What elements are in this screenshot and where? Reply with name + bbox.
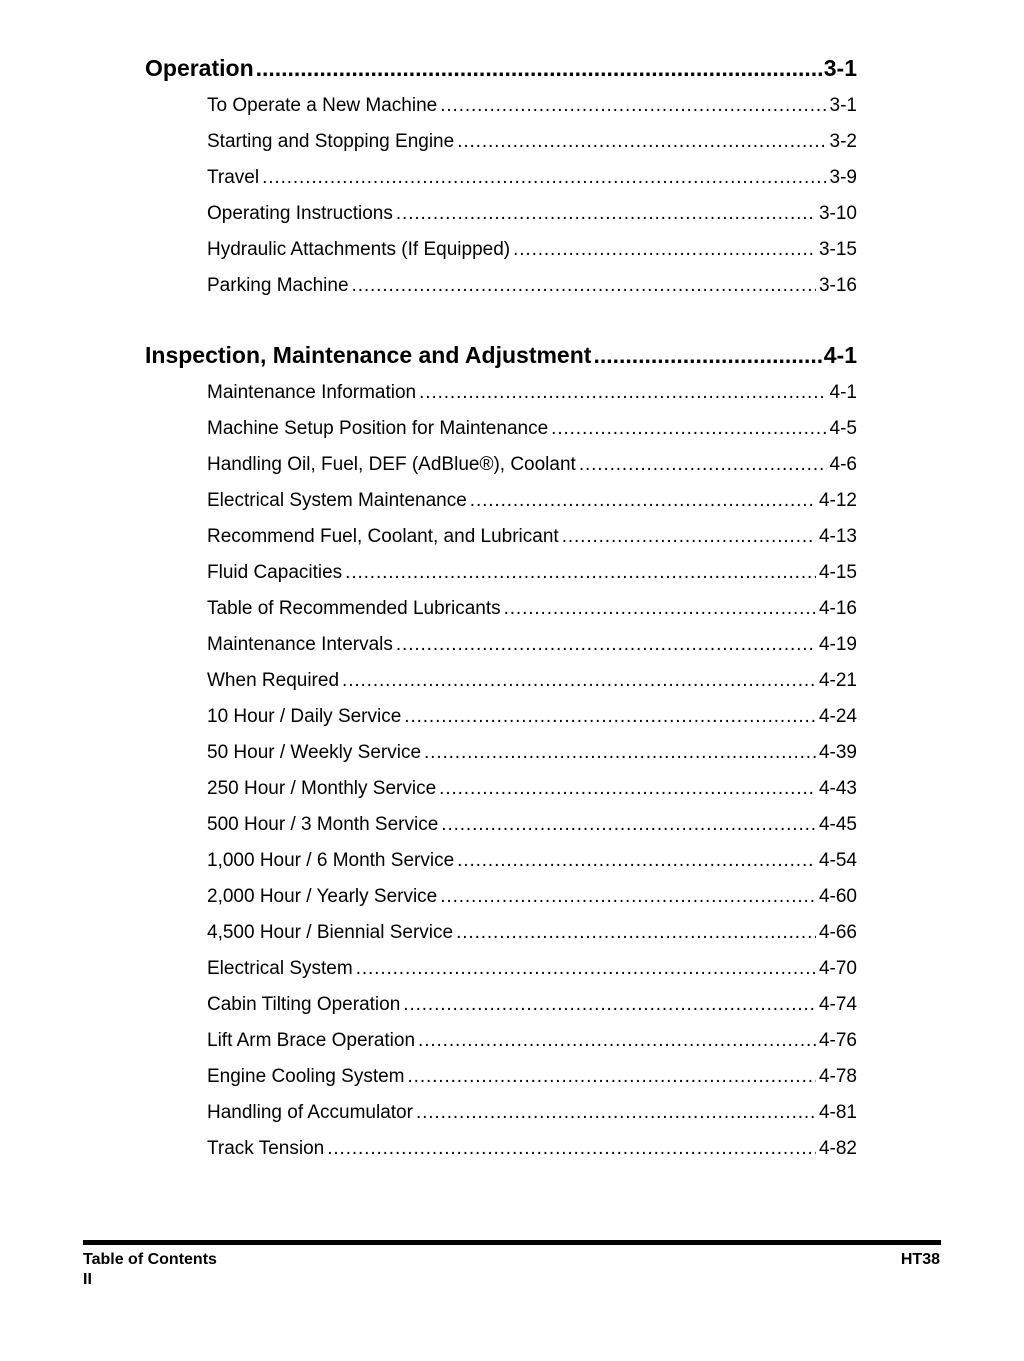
dot-leader bbox=[513, 232, 816, 268]
toc-entry-label: Table of Recommended Lubricants bbox=[207, 598, 501, 619]
toc-entry-page: 4-15 bbox=[818, 562, 857, 583]
toc-entry[interactable] bbox=[207, 124, 857, 160]
dot-leader bbox=[256, 48, 822, 88]
toc-entry-label: Hydraulic Attachments (If Equipped) bbox=[207, 239, 511, 260]
dot-leader bbox=[345, 555, 816, 591]
toc-entry-label: Recommend Fuel, Coolant, and Lubricant bbox=[207, 526, 559, 547]
dot-leader bbox=[424, 735, 816, 771]
toc-entry[interactable] bbox=[207, 699, 857, 735]
toc-entry-page: 4-82 bbox=[818, 1138, 857, 1159]
toc-entry[interactable] bbox=[207, 843, 857, 879]
toc-heading[interactable] bbox=[145, 48, 857, 88]
dot-leader bbox=[440, 879, 816, 915]
toc-entry-page: 4-54 bbox=[818, 850, 857, 871]
dot-leader bbox=[439, 771, 816, 807]
toc-entry-page: 4-81 bbox=[818, 1102, 857, 1123]
toc-entry-label: Maintenance Information bbox=[207, 382, 417, 403]
toc-entry-label: 500 Hour / 3 Month Service bbox=[207, 814, 439, 835]
toc-heading-label: Operation bbox=[145, 55, 254, 81]
toc-entry-label: To Operate a New Machine bbox=[207, 95, 438, 116]
toc-entry-page: 4-60 bbox=[818, 886, 857, 907]
dot-leader bbox=[440, 88, 826, 124]
toc-entry-page: 4-39 bbox=[818, 742, 857, 763]
toc-section bbox=[145, 335, 857, 1167]
dot-leader bbox=[470, 483, 816, 519]
toc-entry[interactable] bbox=[207, 232, 857, 268]
dot-leader bbox=[342, 663, 816, 699]
toc-entry-label: Handling Oil, Fuel, DEF (AdBlue®), Coolant bbox=[207, 454, 576, 475]
toc-entry-label: Operating Instructions bbox=[207, 203, 393, 224]
toc-entry-page: 4-16 bbox=[818, 598, 857, 619]
toc-entry[interactable] bbox=[207, 268, 857, 304]
toc-entry-page: 3-15 bbox=[818, 239, 857, 260]
toc-entry-label: Electrical System bbox=[207, 958, 353, 979]
toc-section bbox=[145, 48, 857, 304]
toc-entry-page: 4-78 bbox=[818, 1066, 857, 1087]
toc-entry-label: Track Tension bbox=[207, 1138, 325, 1159]
dot-leader bbox=[457, 124, 826, 160]
toc-entry[interactable] bbox=[207, 375, 857, 411]
dot-leader bbox=[551, 411, 826, 447]
toc-entry[interactable] bbox=[207, 555, 857, 591]
toc-entry-label: 250 Hour / Monthly Service bbox=[207, 778, 437, 799]
toc-entry[interactable] bbox=[207, 411, 857, 447]
toc-entry-page: 3-9 bbox=[829, 167, 857, 188]
footer-left bbox=[83, 1250, 217, 1290]
dot-leader bbox=[404, 699, 816, 735]
dot-leader bbox=[441, 807, 816, 843]
dot-leader bbox=[408, 1059, 816, 1095]
toc-entry-label: Travel bbox=[207, 167, 260, 188]
dot-leader bbox=[356, 951, 816, 987]
toc-entry-page: 4-70 bbox=[818, 958, 857, 979]
toc-entry-page: 3-10 bbox=[818, 203, 857, 224]
footer-model: HT38 bbox=[900, 1251, 940, 1268]
dot-leader bbox=[396, 196, 816, 232]
toc-entry-page: 4-1 bbox=[829, 382, 857, 403]
toc-entry-label: When Required bbox=[207, 670, 340, 691]
footer-rule bbox=[83, 1240, 941, 1245]
toc-entry[interactable] bbox=[207, 987, 857, 1023]
toc-entry-page: 4-12 bbox=[818, 490, 857, 511]
dot-leader bbox=[262, 160, 826, 196]
toc-entry-page: 4-43 bbox=[818, 778, 857, 799]
toc-entry-label: Cabin Tilting Operation bbox=[207, 994, 401, 1015]
toc-entry[interactable] bbox=[207, 663, 857, 699]
footer-page-number: II bbox=[83, 1271, 92, 1288]
toc-entry[interactable] bbox=[207, 951, 857, 987]
toc-entry[interactable] bbox=[207, 519, 857, 555]
footer-section-name: Table of Contents bbox=[83, 1251, 217, 1268]
dot-leader bbox=[562, 519, 816, 555]
toc-entry[interactable] bbox=[207, 1131, 857, 1167]
toc-entry-page: 4-76 bbox=[818, 1030, 857, 1051]
toc-entry[interactable] bbox=[207, 196, 857, 232]
toc-entry[interactable] bbox=[207, 879, 857, 915]
toc-entry-label: 1,000 Hour / 6 Month Service bbox=[207, 850, 455, 871]
toc-entry[interactable] bbox=[207, 447, 857, 483]
toc-heading-page: 4-1 bbox=[823, 342, 857, 368]
table-of-contents bbox=[145, 48, 857, 1167]
toc-entry[interactable] bbox=[207, 483, 857, 519]
toc-entry[interactable] bbox=[207, 915, 857, 951]
dot-leader bbox=[416, 1095, 816, 1131]
toc-entry-label: Starting and Stopping Engine bbox=[207, 131, 455, 152]
toc-entry-label: Parking Machine bbox=[207, 275, 349, 296]
toc-entry-label: 50 Hour / Weekly Service bbox=[207, 742, 422, 763]
toc-entry[interactable] bbox=[207, 771, 857, 807]
toc-entry-page: 4-6 bbox=[829, 454, 857, 475]
toc-entry[interactable] bbox=[207, 591, 857, 627]
toc-entry-page: 4-45 bbox=[818, 814, 857, 835]
toc-entry-page: 4-19 bbox=[818, 634, 857, 655]
toc-entry[interactable] bbox=[207, 807, 857, 843]
toc-entry[interactable] bbox=[207, 1023, 857, 1059]
toc-entry-page: 4-21 bbox=[818, 670, 857, 691]
toc-entry-page: 3-2 bbox=[829, 131, 857, 152]
toc-entry[interactable] bbox=[207, 1095, 857, 1131]
dot-leader bbox=[579, 447, 827, 483]
dot-leader bbox=[396, 627, 816, 663]
toc-entry[interactable] bbox=[207, 88, 857, 124]
toc-entry-page: 4-13 bbox=[818, 526, 857, 547]
toc-heading[interactable] bbox=[145, 335, 857, 375]
toc-entry-label: 4,500 Hour / Biennial Service bbox=[207, 922, 454, 943]
toc-entry-page: 4-66 bbox=[818, 922, 857, 943]
toc-entry[interactable] bbox=[207, 627, 857, 663]
toc-entry-label: 2,000 Hour / Yearly Service bbox=[207, 886, 438, 907]
toc-heading-page: 3-1 bbox=[823, 55, 857, 81]
toc-entry-label: Fluid Capacities bbox=[207, 562, 343, 583]
toc-entry-label: Machine Setup Position for Maintenance bbox=[207, 418, 549, 439]
dot-leader bbox=[457, 843, 816, 879]
toc-entry-label: Maintenance Intervals bbox=[207, 634, 393, 655]
toc-entry-page: 4-24 bbox=[818, 706, 857, 727]
dot-leader bbox=[403, 987, 816, 1023]
toc-entry[interactable] bbox=[207, 1059, 857, 1095]
toc-entry-page: 3-16 bbox=[818, 275, 857, 296]
toc-entry-label: Engine Cooling System bbox=[207, 1066, 405, 1087]
toc-entry-label: 10 Hour / Daily Service bbox=[207, 706, 402, 727]
toc-entry-label: Lift Arm Brace Operation bbox=[207, 1030, 416, 1051]
toc-entry-label: Handling of Accumulator bbox=[207, 1102, 413, 1123]
toc-heading-label: Inspection, Maintenance and Adjustment bbox=[145, 342, 592, 368]
toc-entry-page: 3-1 bbox=[829, 95, 857, 116]
toc-entry[interactable] bbox=[207, 160, 857, 196]
dot-leader bbox=[419, 375, 826, 411]
dot-leader bbox=[327, 1131, 816, 1167]
dot-leader bbox=[456, 915, 816, 951]
dot-leader bbox=[504, 591, 816, 627]
dot-leader bbox=[593, 335, 821, 375]
dot-leader bbox=[418, 1023, 816, 1059]
dot-leader bbox=[352, 268, 816, 304]
toc-entry[interactable] bbox=[207, 735, 857, 771]
toc-entry-page: 4-74 bbox=[818, 994, 857, 1015]
toc-entry-label: Electrical System Maintenance bbox=[207, 490, 467, 511]
toc-entry-page: 4-5 bbox=[829, 418, 857, 439]
